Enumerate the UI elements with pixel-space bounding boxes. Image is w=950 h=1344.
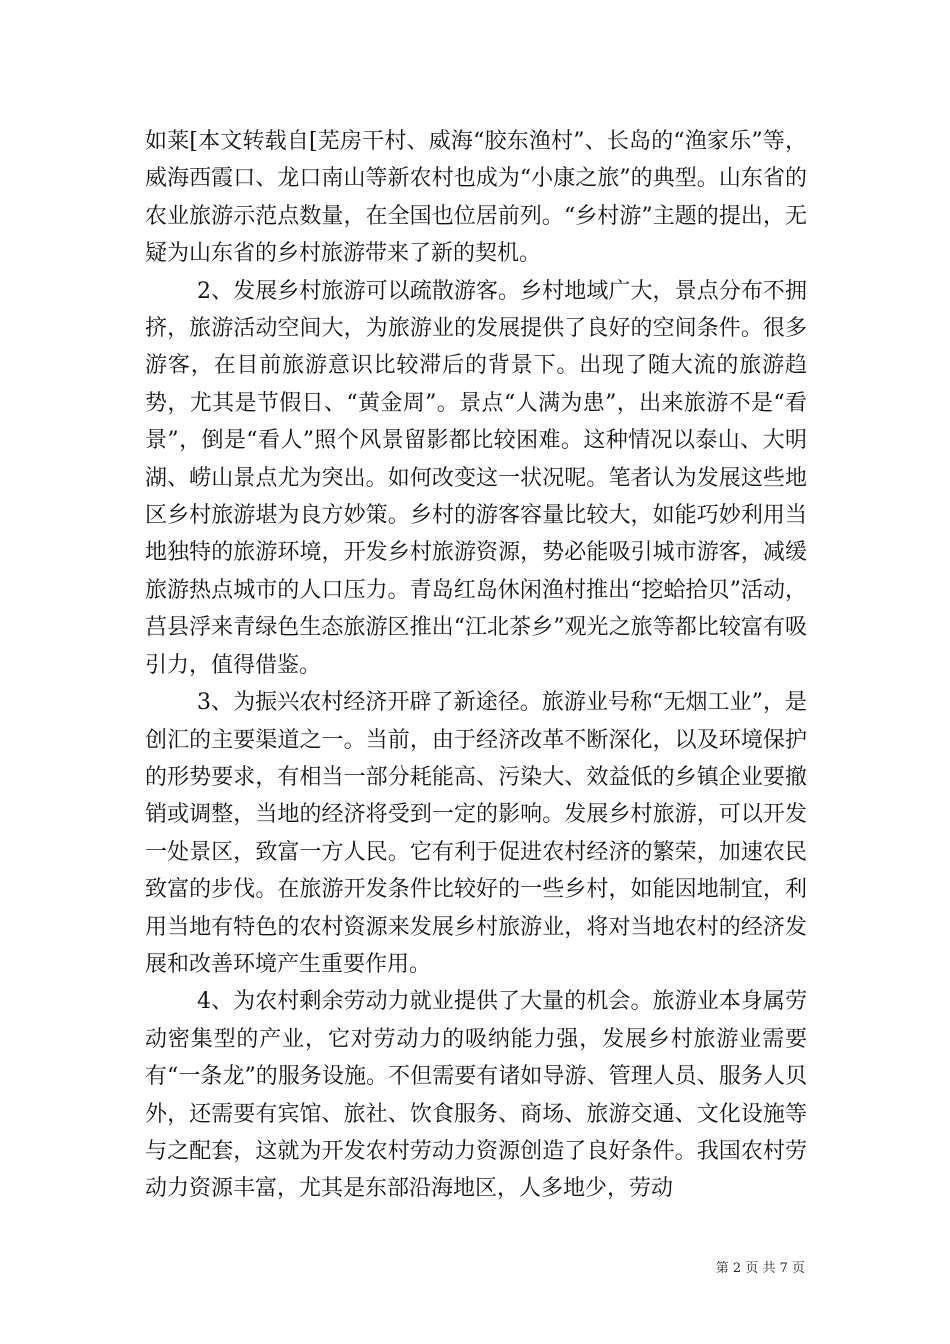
paragraph-1: 如莱[本文转载自[芜房干村、威海“胶东渔村”、长岛的“渔家乐”等，威海西霞口、龙口南山等新农村也成为“小康之旅”的典型。山东省的农业旅游示范点数量，在全国也位居前列。“乡村游”主题的提出，无疑为山东省的乡村旅游带来了新的契机。 xyxy=(145,129,807,267)
paragraph-4: 4、为农村剩余劳动力就业提供了大量的机会。旅游业本身属劳动密集型的产业，它对劳动力的吸纳能力强，发展乡村旅游业需要有“一条龙”的服务设施。不但需要有诸如导游、管理人员、服务人贝外，还需要有宾馆、旅社、饮食服务、商场、旅游交通、文化设施等与之配套，这就为开发农村劳动力资源创造了良好条件。我国农村劳动力资源丰富，尤其是东部沿海地区，人多地少，劳动 xyxy=(145,989,807,1202)
paragraph-3: 3、为振兴农村经济开辟了新途径。旅游业号称“无烟工业”，是创汇的主要渠道之一。当前，由于经济改革不断深化，以及环境保护的形势要求，有相当一部分耗能高、污染大、效益低的乡镇企业要撤销或调整，当地的经济将受到一定的影响。发展乡村旅游，可以开发一处景区，致富一方人民。它有利于促进农村经济的繁荣，加速农民致富的步伐。在旅游开发条件比较好的一些乡村，如能因地制宜，利用当地有特色的农村资源来发展乡村旅游业，将对当地农村的经济发展和改善环境产生重要作用。 xyxy=(145,690,807,977)
page-number-footer: 第 2 页 共 7 页 xyxy=(715,1261,805,1276)
document-body xyxy=(145,123,807,1208)
paragraph-2: 2、发展乡村旅游可以疏散游客。乡村地域广大，景点分布不拥挤，旅游活动空间大，为旅游业的发展提供了良好的空间条件。很多游客，在目前旅游意识比较滞后的背景下。出现了随大流的旅游趋势，尤其是节假日、“黄金周”。景点“人满为患”，出来旅游不是“看景”，倒是“看人”照个风景留影都比较困难。这种情况以泰山、大明湖、崂山景点尤为突出。如何改变这一状况呢。笔者认为发展这些地区乡村旅游堪为良方妙策。乡村的游客容量比较大，如能巧妙利用当地独特的旅游环境，开发乡村旅游资源，势必能吸引城市游客，减缓旅游热点城市的人口压力。青岛红岛休闲渔村推出“挖蛤拾贝”活动，莒县浮来青绿色生态旅游区推出“江北茶乡”观光之旅等都比较富有吸引力，值得借鉴。 xyxy=(145,278,807,678)
